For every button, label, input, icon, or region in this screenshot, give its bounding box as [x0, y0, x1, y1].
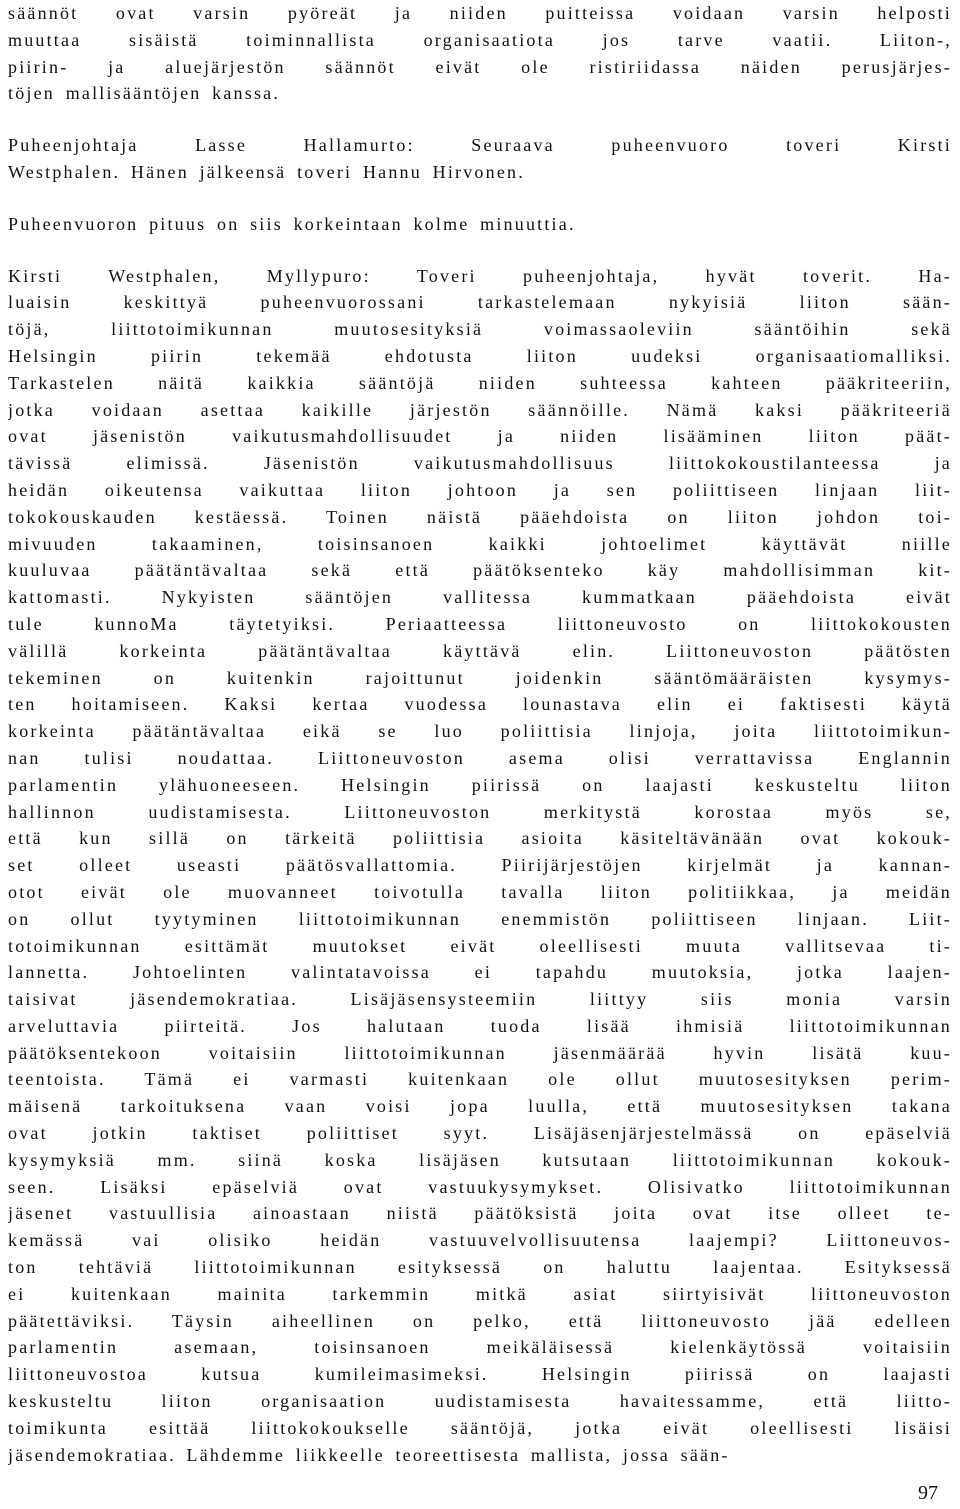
text-line: töjä, liittotoimikunnan muutosesityksiä voimassaoleviin sääntöihin sekä	[8, 319, 952, 340]
text-line: säännöt ovat varsin pyöreät ja niiden puitteissa voidaan varsin helposti	[8, 3, 952, 23]
text-line: Puheenvuoron pituus on siis korkeintaan kolme minuuttia.	[8, 213, 576, 234]
text-line: välillä korkeinta päätäntävaltaa käyttävä elin. Liittoneuvoston päätösten	[8, 640, 952, 661]
text-line: mivuuden takaaminen, toisinsanoen kaikki johtoelimet käyttävät niille	[8, 533, 952, 554]
text-line: ten hoitamiseen. Kaksi kertaa vuodessa lounastava elin ei faktisesti käytä	[8, 694, 952, 715]
text-line: kattomasti. Nykyisten sääntöjen vallitessa kummatkaan pääehdoista eivät	[8, 587, 952, 608]
text-line: Westphalen. Hänen jälkeensä toveri Hannu Hirvonen.	[8, 161, 525, 182]
text-line: liittoneuvostoa kutsua kumileimasimeksi. Helsingin piirissä on laajasti	[8, 1364, 952, 1385]
paragraph-closing-remarks	[8, 0, 952, 107]
text-line: tekeminen on kuitenkin rajoittunut joidenkin sääntömääräisten kysymys-	[8, 667, 952, 688]
text-line: piirin- ja aluejärjestön säännöt eivät ole ristiriidassa näiden perusjärjes-	[8, 56, 952, 77]
text-line: töjen mallisääntöjen kanssa.	[8, 83, 281, 104]
text-line: totoimikunnan esittämät muutokset eivät oleellisesti muuta vallitsevaa ti-	[8, 935, 952, 956]
text-line: kuuluvaa päätäntävaltaa sekä että päätöksenteko käy mahdollisimman kit-	[8, 560, 952, 581]
text-line: hallinnon uudistamisesta. Liittoneuvoston merkitystä korostaa myös se,	[8, 801, 952, 822]
text-line: arveluttavia piirteitä. Jos halutaan tuoda lisää ihmisiä liittotoimikunnan	[8, 1015, 952, 1036]
text-line: tule kunnoMa täytetyiksi. Periaatteessa liittoneuvosto on liittokokousten	[8, 613, 952, 634]
text-line: Puheenjohtaja Lasse Hallamurto: Seuraava puheenvuoro toveri Kirsti	[8, 135, 952, 156]
text-line: jäsendemokratiaa. Lähdemme liikkeelle teoreettisesta mallista, jossa sään-	[8, 1444, 730, 1465]
text-line: tokokouskauden kestäessä. Toinen näistä pääehdoista on liiton johdon toi-	[8, 506, 952, 527]
text-line: nan tulisi noudattaa. Liittoneuvoston asema olisi verrattavissa Englannin	[8, 747, 952, 768]
text-line: päätöksentekoon voitaisiin liittotoimikunnan jäsenmäärää hyvin lisätä kuu-	[8, 1042, 952, 1063]
paragraph-gap	[8, 238, 952, 263]
paragraph-time-limit	[8, 211, 952, 238]
text-line: että kun sillä on tärkeitä poliittisia asioita käsiteltävänään ovat kokouk-	[8, 828, 952, 849]
text-line: Kirsti Westphalen, Myllypuro: Toveri puheenjohtaja, hyvät toverit. Ha-	[8, 265, 952, 286]
page-number: 97	[918, 1482, 938, 1504]
text-line: set olleet useasti päätösvallattomia. Piirijärjestöjen kirjelmät ja kannan-	[8, 855, 952, 876]
text-line: kysymyksiä mm. siinä koska lisäjäsen kutsutaan liittotoimikunnan kokouk-	[8, 1149, 952, 1170]
text-line: lannetta. Johtoelinten valintatavoissa ei tapahdu muutoksia, jotka laajen-	[8, 962, 952, 983]
text-line: mäisenä tarkoituksena vaan voisi jopa luulla, että muutosesityksen takana	[8, 1096, 952, 1117]
document-page	[8, 0, 952, 1468]
text-line: on ollut tyytyminen liittotoimikunnan enemmistön poliittiseen linjaan. Liit-	[8, 908, 952, 929]
text-line: ovat jäsenistön vaikutusmahdollisuudet ja niiden lisääminen liiton päät-	[8, 426, 952, 447]
text-line: parlamentin ylähuoneeseen. Helsingin piirissä on laajasti keskusteltu liiton	[8, 774, 952, 795]
text-line: toimikunta esittää liittokokoukselle sääntöjä, jotka eivät oleellisesti lisäisi	[8, 1417, 952, 1438]
text-line: teentoista. Tämä ei varmasti kuitenkaan ole ollut muutosesityksen perim-	[8, 1069, 952, 1090]
text-line: seen. Lisäksi epäselviä ovat vastuukysymykset. Olisivatko liittotoimikunnan	[8, 1176, 952, 1197]
text-line: parlamentin asemaan, toisinsanoen meikäläisessä kielenkäytössä voitaisiin	[8, 1337, 952, 1358]
paragraph-speech-westphalen	[8, 263, 952, 1469]
text-line: otot eivät ole muovanneet toivotulla tavalla liiton politiikkaa, ja meidän	[8, 881, 952, 902]
text-line: Tarkastelen näitä kaikkia sääntöjä niiden suhteessa kahteen pääkriteeriin,	[8, 372, 952, 393]
text-line: ton tehtäviä liittotoimikunnan esityksessä on haluttu laajentaa. Esityksessä	[8, 1257, 952, 1278]
text-line: heidän oikeutensa vaikuttaa liiton johtoon ja sen poliittiseen linjaan liit-	[8, 479, 952, 500]
text-line: muuttaa sisäistä toiminnallista organisaatiota jos tarve vaatii. Liiton-,	[8, 29, 952, 50]
text-line: ei kuitenkaan mainita tarkemmin mitkä asiat siirtyisivät liittoneuvoston	[8, 1283, 952, 1304]
text-line: taisivat jäsendemokratiaa. Lisäjäsensysteemiin liittyy siis monia varsin	[8, 989, 952, 1010]
text-line: korkeinta päätäntävaltaa eikä se luo poliittisia linjoja, joita liittotoimikun-	[8, 721, 952, 742]
text-line: päätettäviksi. Täysin aiheellinen on pelko, että liittoneuvosto jää edelleen	[8, 1310, 952, 1331]
text-line: tävissä elimissä. Jäsenistön vaikutusmahdollisuus liittokokoustilanteessa ja	[8, 453, 952, 474]
paragraph-gap	[8, 107, 952, 132]
paragraph-gap	[8, 186, 952, 211]
text-line: kemässä vai olisiko heidän vastuuvelvollisuutensa laajempi? Liittoneuvos-	[8, 1230, 952, 1251]
text-line: ovat jotkin taktiset poliittiset syyt. Lisäjäsenjärjestelmässä on epäselviä	[8, 1123, 952, 1144]
text-line: Helsingin piirin tekemää ehdotusta liiton uudeksi organisaatiomalliksi.	[8, 345, 952, 366]
text-line: keskusteltu liiton organisaation uudistamisesta havaitessamme, että liitto-	[8, 1391, 952, 1412]
text-line: jotka voidaan asettaa kaikille järjestön säännöille. Nämä kaksi pääkriteeriä	[8, 399, 952, 420]
paragraph-chair-announcement	[8, 132, 952, 186]
text-line: jäsenet vastuullisia ainoastaan niistä päätöksistä joita ovat itse olleet te-	[8, 1203, 952, 1224]
text-line: luaisin keskittyä puheenvuorossani tarkastelemaan nykyisiä liiton sään-	[8, 292, 952, 313]
